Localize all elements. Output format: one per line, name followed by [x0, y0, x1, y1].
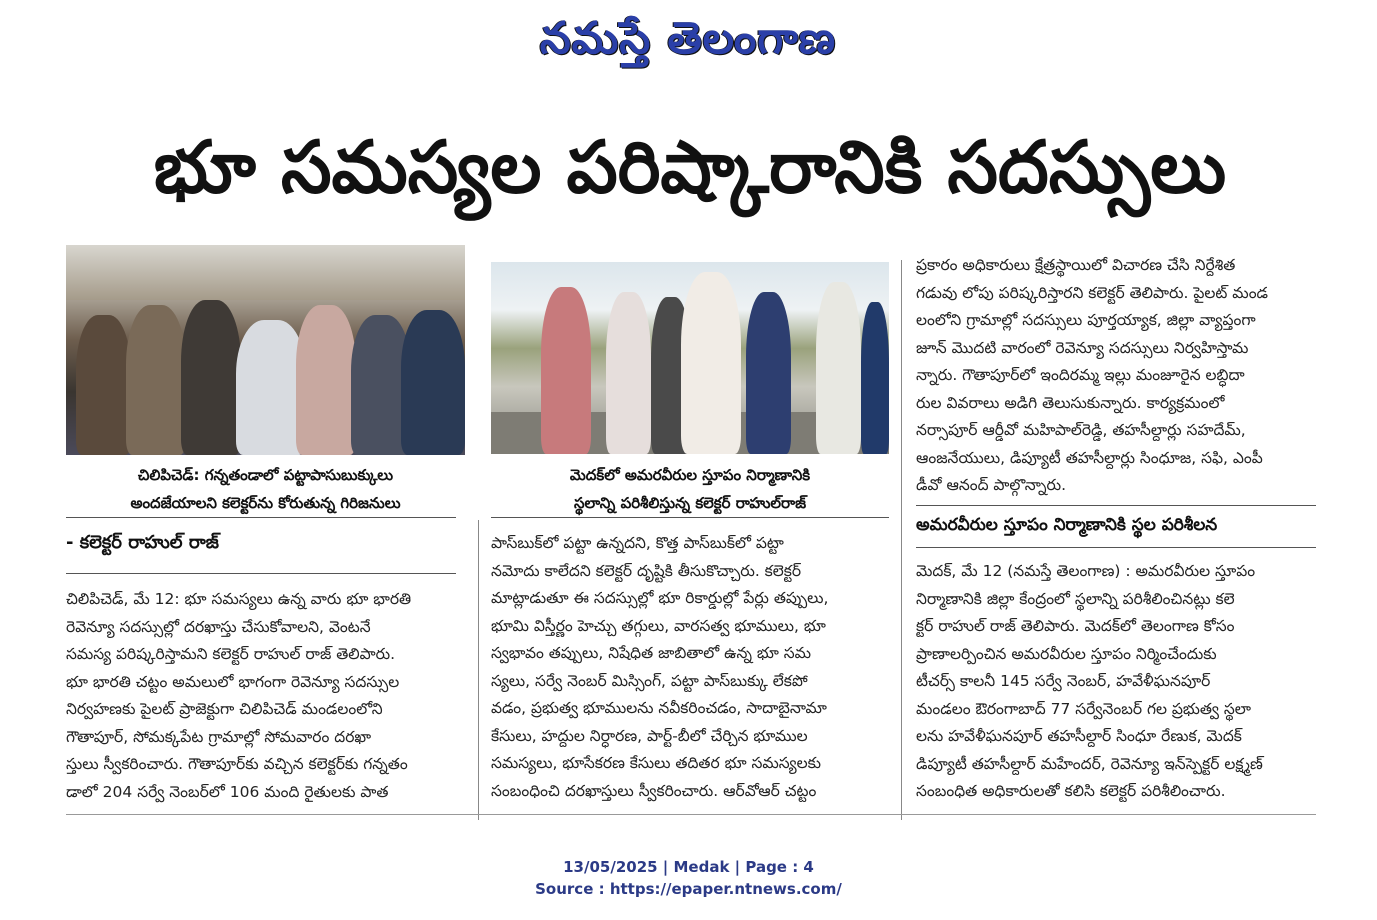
- text-line: స్తులు స్వీకరించారు. గౌతాపూర్‌కు వచ్చిన కలెక్టర్‌కు గన్నతం: [66, 755, 408, 773]
- article-headline: భూ సమస్యల పరిష్కారానికి సదస్సులు: [153, 125, 1227, 209]
- photo2-caption: [491, 461, 889, 517]
- masthead: [0, 0, 1377, 95]
- text-line: రుల వివరాలు అడిగి తెలుసుకున్నారు. కార్యక్రమంలో: [916, 393, 1225, 412]
- text-line: జూన్ మొదటి వారంలో రెవెన్యూ సదస్సులు నిర్వహిస్తామ: [916, 338, 1249, 357]
- text-line: లను హవేళీఘనపూర్ తహసీల్దార్ సింధూ రేణుక, మెదక్: [916, 727, 1242, 745]
- column-divider: [478, 520, 479, 820]
- divider: [491, 517, 889, 518]
- newspaper-logo: నమస్తే తెలంగాణ: [539, 13, 837, 64]
- text-line: మెదక్, మే 12 (నమస్తే తెలంగాణ) : అమరవీరుల స్తూపం: [916, 562, 1256, 580]
- text-line: క్టర్ రాహుల్ రాజ్ తెలిపారు. మెదక్‌లో తెలంగాణ కోసం: [916, 617, 1235, 635]
- text-line: ఆంజనేయులు, డిప్యూటీ తహసీల్దార్లు సింధూజ, సఫి, ఎంపీ: [916, 448, 1263, 467]
- text-line: నిర్మాణానికి జిల్లా కేంద్రంలో స్థలాన్ని పరిశీలించినట్లు కలె: [916, 589, 1235, 608]
- photo-collector-with-tribals: [66, 245, 465, 455]
- sub-article-body: [916, 558, 1316, 806]
- text-line: సంబంధిత అధికారులతో కలిసి కలెక్టర్ పరిశీలించారు.: [916, 782, 1226, 800]
- byline: - కలెక్టర్ రాహుల్ రాజ్: [66, 532, 219, 553]
- photo1-caption: [66, 461, 465, 517]
- text-line: చిలిపిచెడ్, మే 12: భూ సమస్యలు ఉన్న వారు భూ భారతి: [66, 590, 412, 608]
- text-line: ప్రకారం అధికారులు క్షేత్రస్థాయిలో విచారణ చేసి నిర్దేశిత: [916, 256, 1236, 274]
- text-line: భూ భారతి చట్టం అమలులో భాగంగా రెవెన్యూ సదస్సుల: [66, 672, 400, 691]
- text-line: న్నారు. గౌతాపూర్‌లో ఇందిరమ్మ ఇల్లు మంజూరైన లబ్ధిదా: [916, 366, 1245, 384]
- text-line: రెవెన్యూ సదస్సుల్లో దరఖాస్తు చేసుకోవాలని, వెంటనే: [66, 617, 371, 636]
- column-divider: [901, 260, 902, 820]
- text-line: సంబంధించి దరఖాస్తులు స్వీకరించారు. ఆర్‌వోఆర్ చట్టం: [491, 781, 817, 800]
- text-line: గౌతాపూర్, సోమక్కపేట గ్రామాల్లో సోమవారం దరఖా: [66, 727, 372, 746]
- text-line: మండలం ఔరంగాబాద్ 77 సర్వేనెంబర్ గల ప్రభుత్వ స్థలా: [916, 699, 1252, 718]
- text-line: మాట్లాడుతూ ఈ సదస్సుల్లో భూ రికార్డుల్లో పేర్లు తప్పులు,: [491, 589, 829, 607]
- photo2-caption-line2: స్థలాన్ని పరిశీలిస్తున్న కలెక్టర్ రాహుల్‌రాజ్: [573, 494, 807, 512]
- photo-collector-site-inspection: [491, 262, 889, 454]
- photo2-caption-line1: మెదక్‌లో అమరవీరుల స్తూపం నిర్మాణానికి: [569, 466, 811, 484]
- text-line: లంలోని గ్రామాల్లో సదస్సులు పూర్తయ్యాక, జిల్లా వ్యాప్తంగా: [916, 311, 1256, 329]
- photo1-caption-line2: అందజేయాలని కలెక్టర్‌ను కోరుతున్న గిరిజనులు: [130, 494, 401, 512]
- text-line: నిర్వహణకు పైలట్ ప్రాజెక్టుగా చిలిపిచెడ్ మండలంలోని: [66, 700, 383, 718]
- text-line: ప్రాణాలర్పించిన అమరవీరుల స్తూపం నిర్మించేందుకు: [916, 644, 1217, 663]
- article-column-2: [491, 530, 889, 805]
- footer-date-line: 13/05/2025 | Medak | Page : 4: [563, 858, 814, 876]
- text-line: డాలో 204 సర్వే నెంబర్‌లో 106 మంది రైతులకు పాత: [66, 782, 389, 801]
- divider: [916, 547, 1316, 548]
- footer-source-line: Source : https://epaper.ntnews.com/: [535, 880, 842, 898]
- text-line: స్యలు, సర్వే నెంబర్ మిస్సింగ్, పట్టా పాస్‌బుక్కు లేకపో: [491, 671, 808, 690]
- article-column-3: [916, 252, 1316, 500]
- text-line: టీచర్స్ కాలనీ 145 సర్వే నెంబర్, హవేళీఘనపూర్: [916, 672, 1211, 690]
- divider: [66, 814, 1316, 815]
- text-line: స్వభావం తప్పులు, నిషేధిత జాబితాలో ఉన్న భూ సమ: [491, 644, 812, 662]
- divider: [66, 573, 456, 574]
- text-line: నర్సాపూర్ ఆర్డీవో మహిపాల్‌రెడ్డి, తహసీల్దార్లు సహదేమ్,: [916, 421, 1246, 439]
- divider: [66, 517, 456, 518]
- text-line: సమస్యలు, భూసేకరణ కేసులు తదితర భూ సమస్యలకు: [491, 754, 822, 772]
- text-line: భూమి విస్తీర్ణం హెచ్చు తగ్గులు, వారసత్వ భూములు, భూ: [491, 616, 826, 635]
- divider: [916, 505, 1316, 506]
- text-line: సమస్య పరిష్కరిస్తామని కలెక్టర్ రాహుల్ రాజ్ తెలిపారు.: [66, 645, 396, 663]
- text-line: డిప్యూటీ తహసీల్దార్ మహేందర్, రెవెన్యూ ఇన్‌స్పెక్టర్ లక్ష్మణ్: [916, 754, 1263, 773]
- text-line: నమోదు కాలేదని కలెక్టర్ దృష్టికి తీసుకొచ్చారు. కలెక్టర్: [491, 561, 802, 580]
- sub-article-heading: అమరవీరుల స్తూపం నిర్మాణానికి స్థల పరిశీలన: [916, 515, 1218, 535]
- text-line: గడువు లోపు పరిష్కరిస్తారని కలెక్టర్ తెలిపారు. పైలట్ మండ: [916, 283, 1269, 302]
- text-line: డీవో ఆనంద్ పాల్గొన్నారు.: [916, 476, 1067, 494]
- article-column-1: [66, 586, 464, 806]
- text-line: కేసులు, హద్దుల నిర్ధారణ, పార్ట్-బీలో చేర్చిన భూముల: [491, 726, 808, 745]
- text-line: పాస్‌బుక్‌లో పట్టా ఉన్నదని, కొత్త పాస్‌బుక్‌లో పట్టా: [491, 534, 784, 552]
- photo1-caption-line1: చిలిపిచెడ్: గన్నతండాలో పట్టాపాసుబుక్కులు: [137, 466, 394, 484]
- text-line: వడం, ప్రభుత్వ భూములను నవీకరించడం, సాదాబైనామా: [491, 699, 827, 717]
